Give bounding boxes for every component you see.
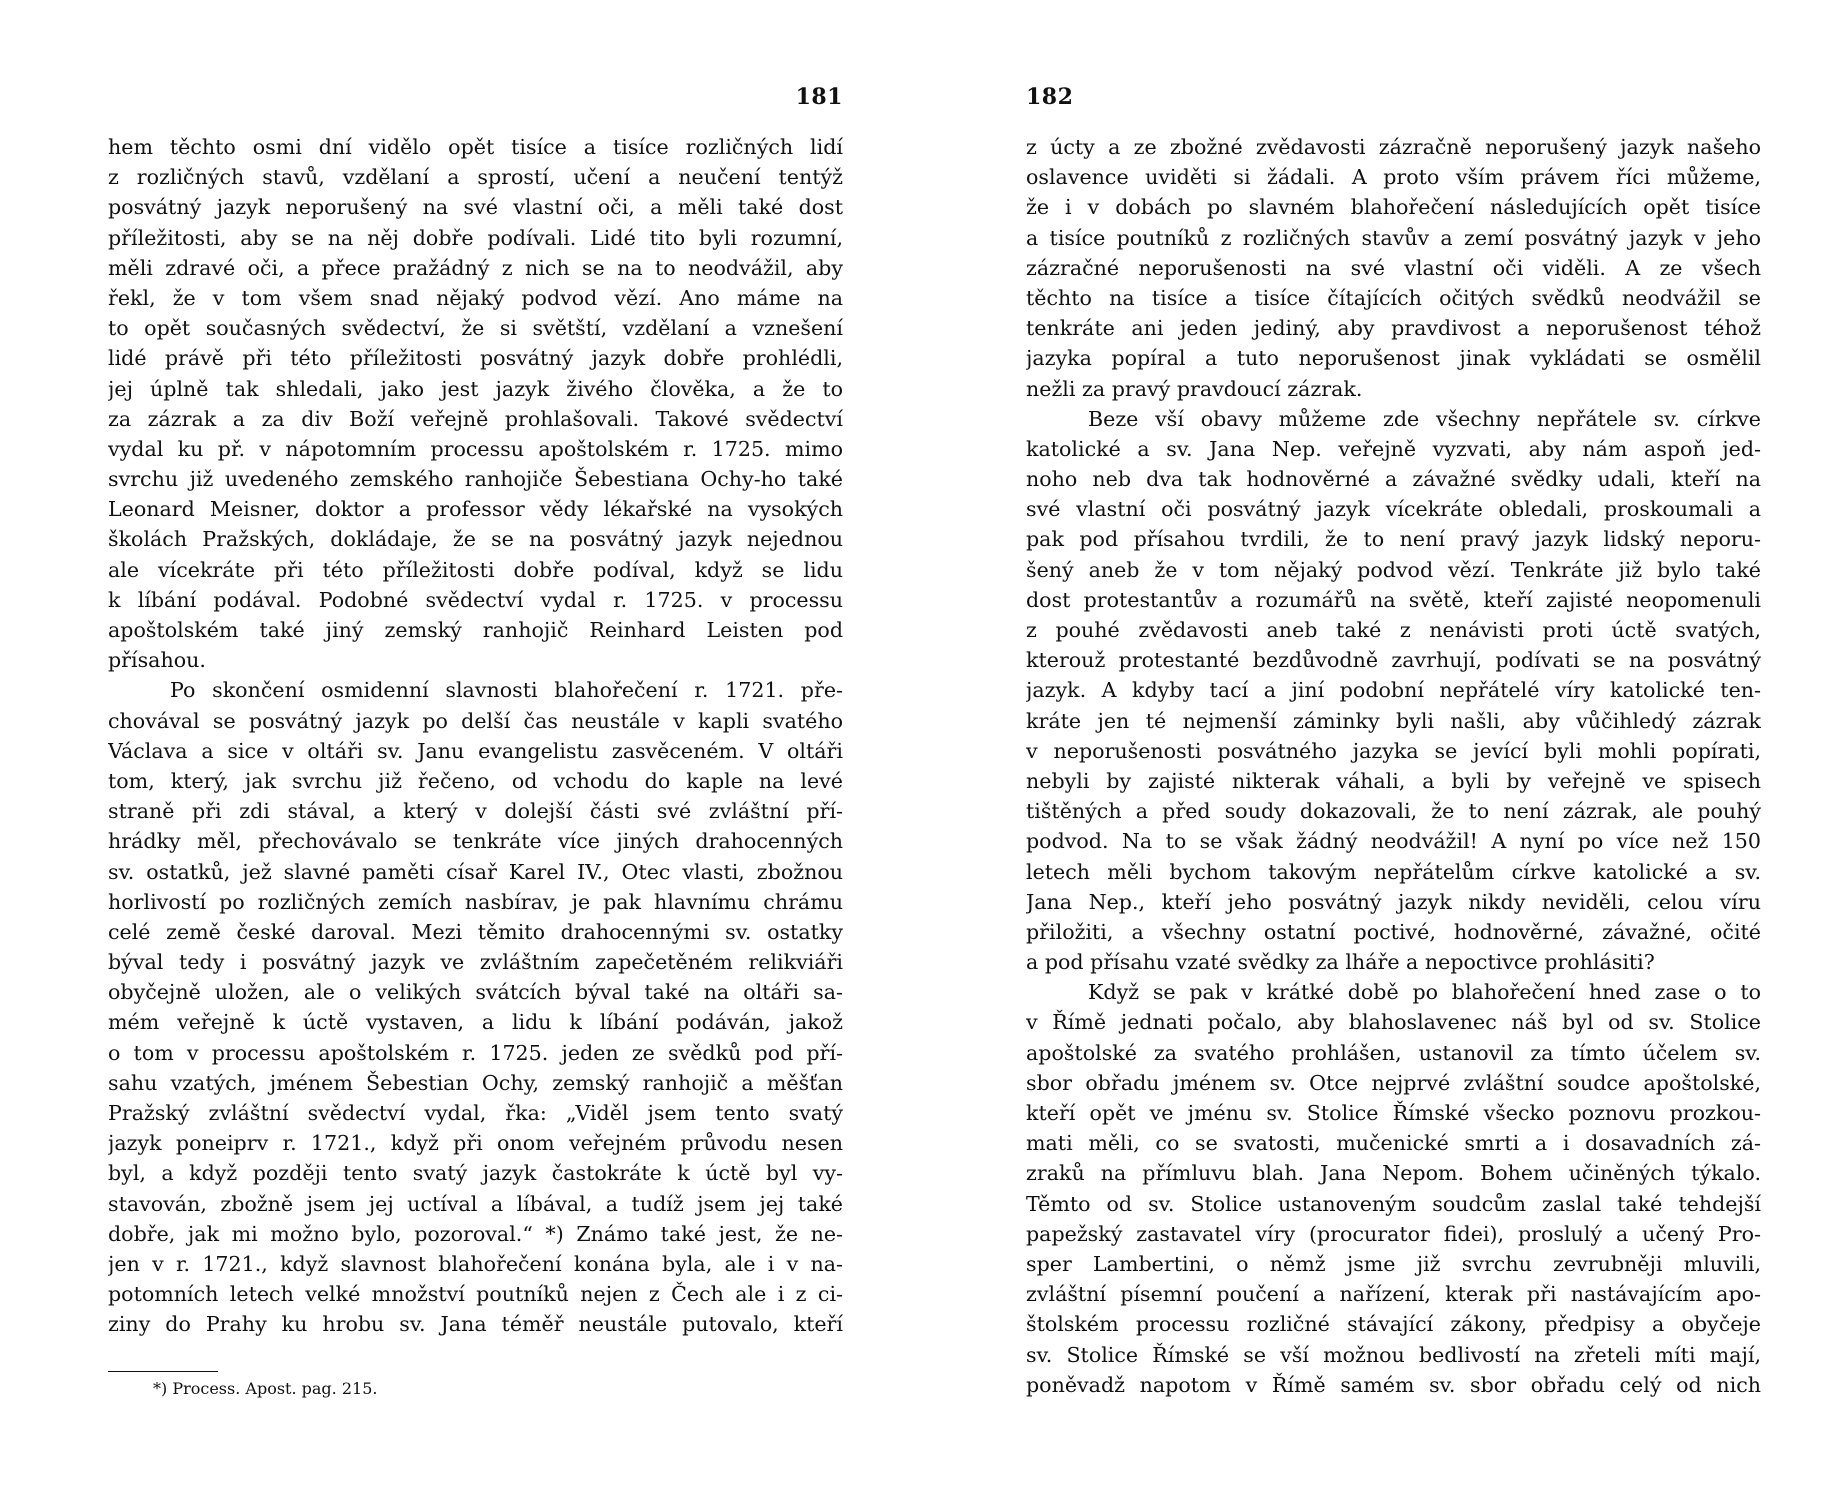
text-line: těchto na tisíce a tisíce čítajících očitých svědků neodvážil se (1026, 285, 1761, 310)
text-line: sper Lambertini, o němž jsme již svrchu zevrubněji mluvili, (1026, 1251, 1761, 1276)
text-line: ale vícekráte při této příležitosti dobře podíval, když se lidu (108, 557, 843, 582)
text-line: příležitosti, aby se na něj dobře podívali. Lidé tito byli rozumní, (108, 225, 843, 250)
text-line: pak pod přísahou tvrdili, že to není pravý jazyk lidský neporu- (1026, 527, 1761, 552)
text-line: dobře, jak mi možno bylo, pozoroval.“ *) Známo také jest, že ne- (108, 1221, 843, 1246)
text-line: dost protestantův a rozumářů na světě, kteří zajisté neopomenuli (1026, 587, 1761, 612)
text-line: jazyk. A kdyby tací a jiní podobní nepřátelé víry katolické ten- (1026, 678, 1761, 703)
text-line: jen v r. 1721., když slavnost blahořečení konána byla, ale i v na- (108, 1251, 843, 1276)
text-line: celé země české daroval. Mezi těmito drahocennými sv. ostatky (108, 919, 843, 944)
text-line: sahu vzatých, jménem Šebestian Ochy, zemský ranhojič a měšťan (108, 1070, 843, 1095)
text-line: poněvadž napotom v Římě samém sv. sbor obřadu celý od nich (1026, 1372, 1761, 1397)
text-line: papežský zastavatel víry (procurator fidei), proslulý a učený Pro- (1026, 1221, 1761, 1246)
text-line: Když se pak v krátké době po blahořečení hned zase o to (1088, 980, 1761, 1005)
text-line: podvod. Na to se však žádný neodvážil! A nyní po více než 150 (1026, 829, 1761, 854)
text-line: Jana Nep., kteří jeho posvátný jazyk nikdy neviděli, celou víru (1026, 889, 1761, 914)
text-line: sv. ostatků, jež slavné paměti císař Karel IV., Otec vlasti, zbožnou (108, 859, 843, 884)
text-line: apoštolském také jiný zemský ranhojič Reinhard Leisten pod (108, 618, 843, 642)
text-line: přísahou. (108, 648, 206, 673)
text-line: býval tedy i posvátný jazyk ve zvláštním zapečetěném relikviáři (108, 950, 843, 975)
text-line: lidé právě při této příležitosti posvátný jazyk dobře prohlédli, (108, 346, 843, 371)
text-line: hrádky měl, přechovávalo se tenkráte více jiných drahocenných (108, 829, 843, 854)
text-line: Beze vší obavy můžeme zde všechny nepřátele sv. církve (1088, 406, 1761, 431)
text-line: z rozličných stavů, vzdělaní a sprostí, učení a neučení tentýž (108, 165, 843, 190)
text-line: Těmto od sv. Stolice ustanoveným soudcům zaslal také tehdejší (1026, 1191, 1761, 1216)
text-line: posvátný jazyk neporušený na své vlastní oči, a měli také dost (108, 195, 843, 220)
text-line: hem těchto osmi dní vidělo opět tisíce a tisíce rozličných lidí (108, 135, 843, 159)
text-line: sbor obřadu jménem sv. Otce nejprvé zvláštní soudce apoštolské, (1026, 1070, 1761, 1095)
text-line: nežli za pravý pravdoucí zázrak. (1026, 376, 1363, 401)
text-line: šený aneb že v tom nějaký podvod vězí. Tenkráte již bylo také (1026, 557, 1761, 582)
text-line: Leonard Meisner, doktor a professor vědy lékařské na vysokých (108, 497, 843, 522)
text-line: jej úplně tak shledali, jako jest jazyk živého člověka, a že to (108, 376, 843, 401)
footnote-rule (108, 1371, 218, 1372)
text-line: tom, který, jak svrchu již řečeno, od vchodu do kaple na levé (108, 768, 843, 793)
text-line: za zázrak a za div Boží veřejně prohlašovali. Takové svědectví (108, 406, 843, 431)
text-line: o tom v processu apoštolském r. 1725. jeden ze svědků pod pří- (108, 1040, 843, 1065)
text-line: řekl, že v tom všem snad nějaký podvod vězí. Ano máme na (108, 285, 843, 310)
text-line: v neporušenosti posvátného jazyka se jevící byli mohli popírati, (1026, 738, 1761, 763)
text-line: byl, a když později tento svatý jazyk častokráte k úctě byl vy- (108, 1161, 843, 1186)
text-line: apoštolské za svatého prohlášen, ustanovil za tímto účelem sv. (1026, 1040, 1761, 1065)
text-line: Václava a sice v oltáři sv. Janu evangelistu zasvěceném. V oltáři (108, 738, 843, 763)
text-line: štolském processu rozličné stávající zákony, předpisy a obyčeje (1026, 1312, 1761, 1337)
text-line: zraků na přímluvu blah. Jana Nepom. Bohem učiněných týkalo. (1026, 1161, 1761, 1186)
text-line: přiložiti, a všechny ostatní poctivé, hodnověrné, závažné, očité (1026, 919, 1761, 944)
text-line: straně při zdi stával, a který v dolejší části své zvláštní pří- (108, 799, 843, 824)
text-line: obyčejně uložen, ale o velikých svátcích býval také na oltáři sa- (108, 980, 843, 1005)
page-number: 181 (795, 84, 843, 110)
text-line: že i v dobách po slavném blahořečení následujících opět tisíce (1026, 195, 1761, 220)
text-line: katolické a sv. Jana Nep. veřejně vyzvati, aby nám aspoň jed- (1026, 436, 1761, 461)
text-line: vydal ku př. v nápotomním processu apoštolském r. 1725. mimo (108, 436, 843, 461)
text-line: kteří opět ve jménu sv. Stolice Římské všecko poznovu prozkou- (1026, 1101, 1761, 1125)
text-line: zázračné neporušenosti na své vlastní oči viděli. A ze všech (1026, 255, 1761, 280)
text-line: ziny do Prahy ku hrobu sv. Jana téměř neustále putovalo, kteří (108, 1312, 843, 1337)
text-line: stavován, zbožně jsem jej uctíval a líbával, a tudíž jsem jej také (108, 1191, 843, 1216)
text-line: oslavence uviděti si žádali. A proto vším právem říci můžeme, (1026, 165, 1761, 190)
text-line: tenkráte ani jeden jediný, aby pravdivost a neporušenost téhož (1026, 316, 1761, 341)
text-line: zvláštní písemní poučení a nařízení, kterak při nastávajícím apo- (1026, 1282, 1761, 1307)
text-line: své vlastní oči posvátný jazyk vícekráte obledali, proskoumali a (1026, 497, 1761, 522)
text-line: jazyk poneiprv r. 1721., když při onom veřejném průvodu nesen (108, 1131, 843, 1156)
page-body (1026, 132, 1761, 1400)
text-line: v Římě jednati počalo, aby blahoslavenec náš byl od sv. Stolice (1026, 1010, 1761, 1035)
text-line: sv. Stolice Římské se vší možnou bedlivostí na zřeteli míti mají, (1026, 1342, 1761, 1367)
text-line: z pouhé zvědavosti aneb také z nenávisti proti úctě svatých, (1026, 618, 1761, 642)
text-line: chovával se posvátný jazyk po delší čas neustále v kapli svatého (108, 708, 843, 733)
text-line: tištěných a před soudy dokazovali, že to není zázrak, ale pouhý (1026, 799, 1761, 824)
text-line: Po skončení osmidenní slavnosti blahořečení r. 1721. pře- (170, 678, 843, 703)
text-line: a tisíce poutníků z rozličných stavův a zemí posvátný jazyk v jeho (1026, 225, 1761, 250)
text-line: Pražský zvláštní svědectví vydal, řka: „Viděl jsem tento svatý (108, 1101, 843, 1125)
text-line: mati měli, co se svatosti, mučenické smrti a i dosavadních zá- (1026, 1131, 1761, 1156)
text-line: nebyli by zajisté nikterak váhali, a byli by veřejně ve spisech (1026, 768, 1761, 793)
text-line: noho neb dva tak hodnověrné a závažné svědky udali, kteří na (1026, 467, 1761, 492)
page-number: 182 (1026, 84, 1074, 110)
text-line: kterouž protestanté bezdůvodně zavrhují, podívati se na posvátný (1026, 648, 1761, 673)
text-line: potomních letech velké množství poutníků nejen z Čech ale i z ci- (108, 1282, 843, 1307)
text-line: horlivostí po rozličných zemích nasbírav, je pak hlavnímu chrámu (108, 889, 843, 914)
text-line: měli zdravé oči, a přece pražádný z nich se na to neodvážil, aby (108, 255, 843, 280)
text-line: z úcty a ze zbožné zvědavosti zázračně neporušený jazyk našeho (1026, 135, 1761, 159)
text-line: jazyka popíral a tuto neporušenost jinak vykládati se osmělil (1026, 346, 1761, 371)
text-line: mém veřejně k úctě vystaven, a lidu k líbání podáván, jakož (108, 1010, 843, 1035)
text-line: svrchu již uvedeného zemského ranhojiče Šebestiana Ochy-ho také (108, 467, 843, 492)
text-line: letech měli bychom takovým nepřátelům církve katolické a sv. (1026, 859, 1761, 884)
footnote: *) Process. Apost. pag. 215. (153, 1379, 378, 1398)
text-line: školách Pražských, dokládaje, že se na posvátný jazyk nejednou (108, 527, 843, 552)
page-body (108, 132, 843, 1340)
text-line: to opět současných svědectví, že si světští, vzdělaní a vznešení (108, 316, 843, 341)
text-line: kráte jen té nejmenší záminky byli našli, aby vůčihledý zázrak (1026, 708, 1761, 733)
text-line: k líbání podával. Podobné svědectví vydal r. 1725. v processu (108, 587, 843, 612)
text-line: a pod přísahu vzaté svědky za lháře a nepoctivce prohlásiti? (1026, 950, 1655, 975)
